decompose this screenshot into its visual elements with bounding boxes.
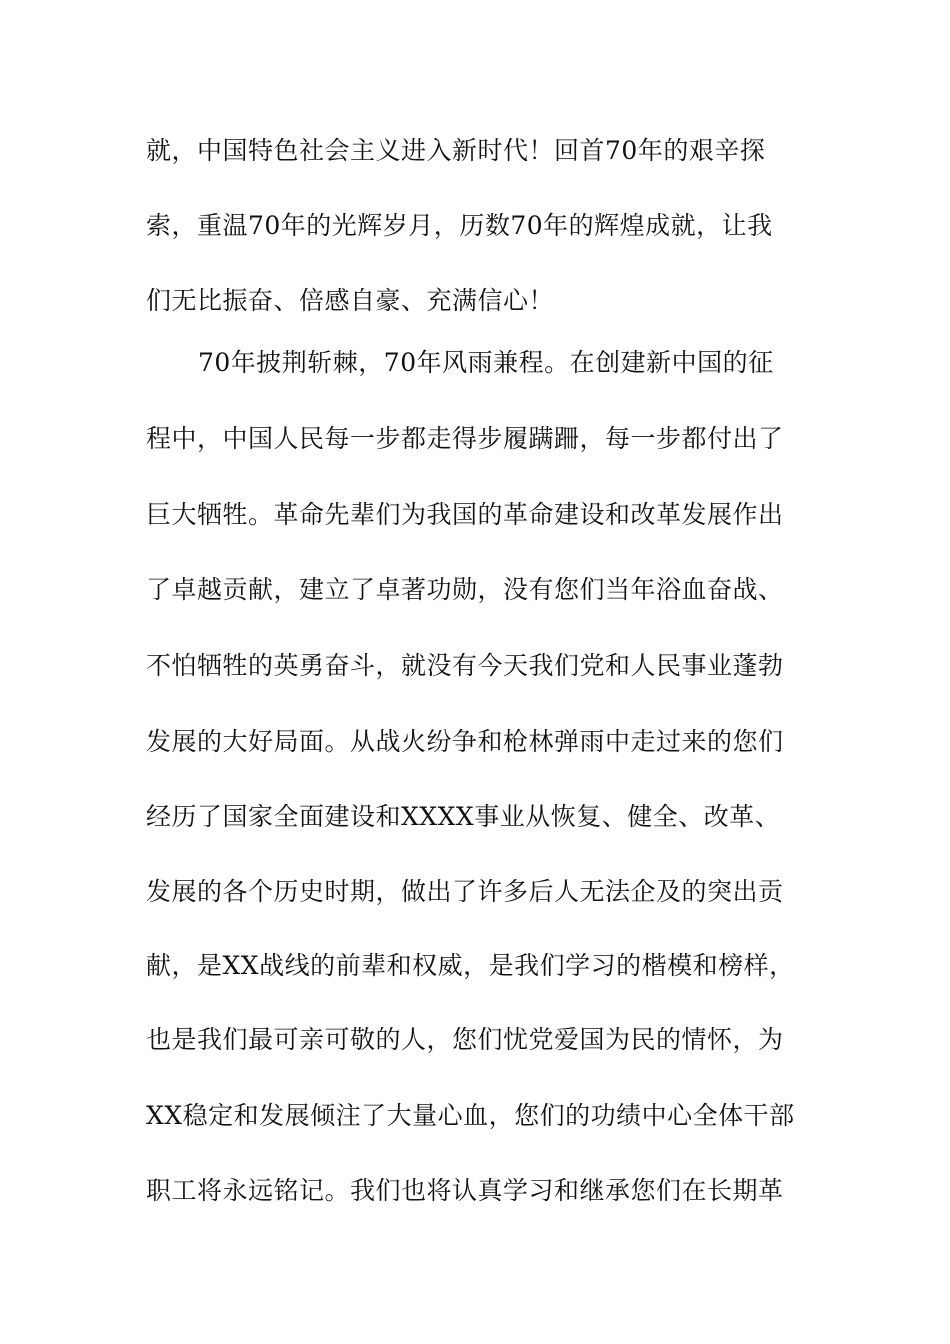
text-line: 程中，中国人民每一步都走得步履蹒跚，每一步都付出了 (146, 424, 784, 453)
text-line: 经历了国家全面建设和XXXX事业从恢复、健全、改革、 (146, 802, 781, 831)
text-line: 巨大牺牲。革命先辈们为我国的革命建设和改革发展作出 (146, 500, 784, 529)
text-line: 不怕牺牲的英勇奋斗，就没有今天我们党和人民事业蓬勃 (146, 651, 784, 680)
text-line: 发展的各个历史时期，做出了许多后人无法企及的突出贡 (146, 877, 784, 906)
text-line: XX稳定和发展倾注了大量心血，您们的功绩中心全体干部 (146, 1101, 795, 1130)
text-line: 职工将永远铭记。我们也将认真学习和继承您们在长期革 (146, 1176, 784, 1205)
text-line: 索，重温70年的光辉岁月，历数70年的辉煌成就，让我 (146, 211, 773, 240)
paragraph-first-line: 70年披荆斩棘，70年风雨兼程。在创建新中国的征 (198, 348, 774, 377)
text-line: 献，是XX战线的前辈和权威，是我们学习的楷模和榜样， (146, 951, 795, 980)
text-line: 发展的大好局面。从战火纷争和枪林弹雨中走过来的您们 (146, 727, 784, 756)
text-line: 了卓越贡献，建立了卓著功勋，没有您们当年浴血奋战、 (146, 575, 784, 604)
text-line: 就，中国特色社会主义进入新时代！回首70年的艰辛探 (146, 136, 766, 165)
text-line: 也是我们最可亲可敬的人，您们忧党爱国为民的情怀，为 (146, 1025, 784, 1054)
text-line: 们无比振奋、倍感自豪、充满信心！ (146, 286, 555, 315)
